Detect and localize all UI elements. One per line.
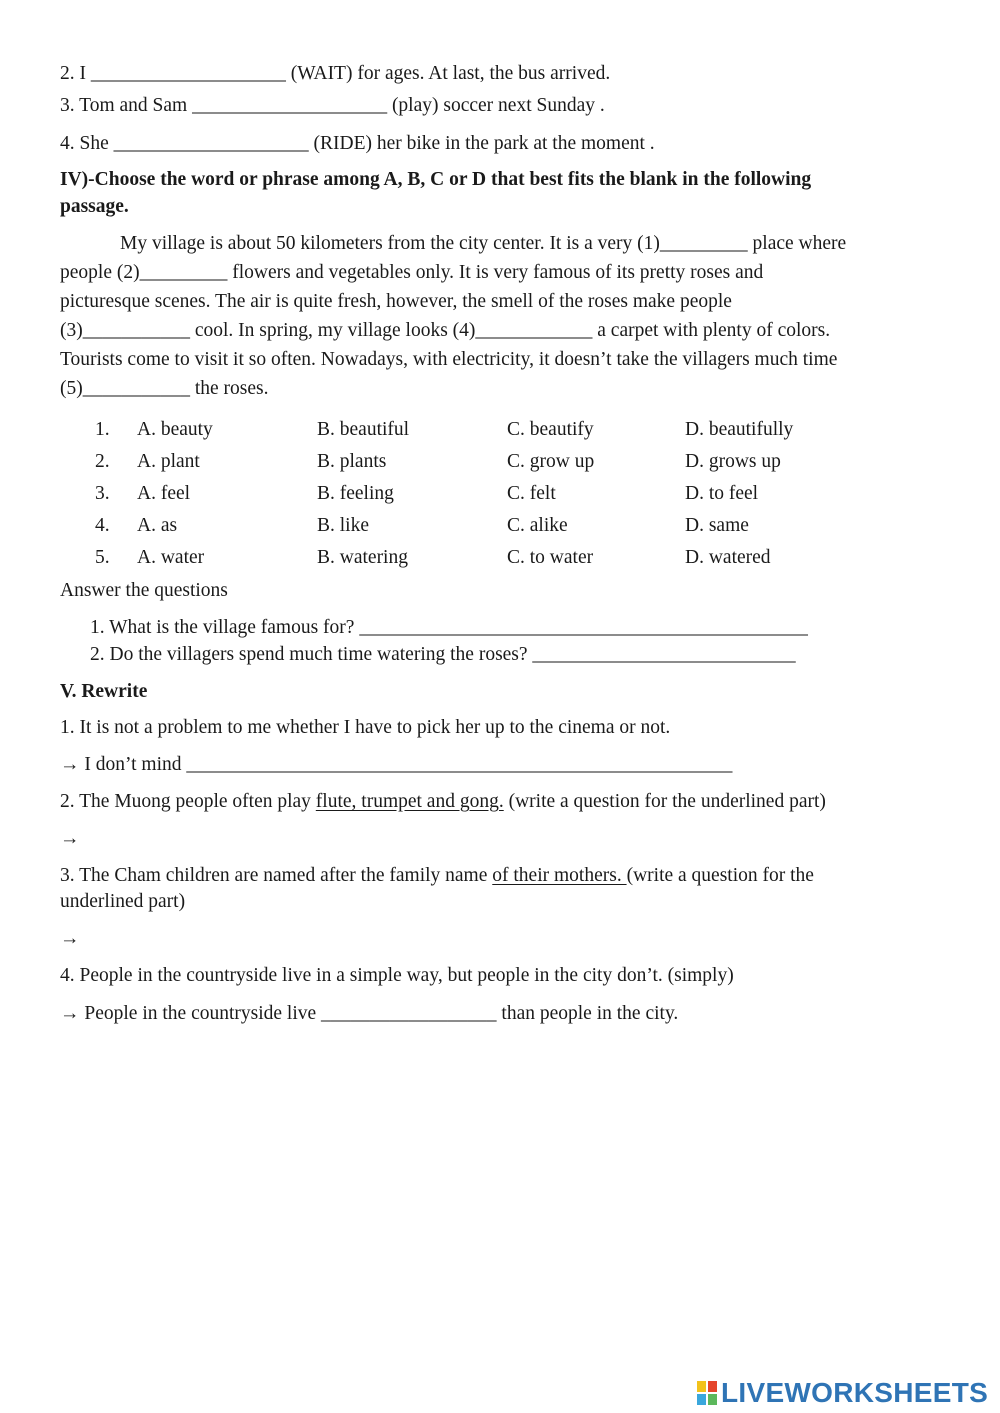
section-4-heading: IV)-Choose the word or phrase among A, B, C or D that best fits the blank in the following (60, 169, 812, 190)
rewrite-3-underlined-part: of their mothers. (492, 865, 627, 886)
option-d[interactable]: D. beautifully (685, 419, 794, 440)
rewrite-2-text: 2. The Muong people often play (60, 791, 316, 812)
rewrite-3-instruction: (write a question for the (626, 865, 814, 886)
rewrite-3-prompt (60, 864, 814, 888)
passage-line: people (2)_________ flowers and vegetables only. It is very famous of its pretty roses and (60, 262, 764, 283)
rewrite-1-answer: → I don’t mind ________________________________________________________ (60, 754, 733, 775)
option-c[interactable]: C. grow up (507, 451, 595, 472)
rewrite-3-prompt-cont: underlined part) (60, 891, 186, 912)
comprehension-question-1: 1. What is the village famous for? ______________________________________________ (90, 617, 808, 638)
logo-mark-icon (697, 1381, 717, 1405)
passage-line: picturesque scenes. The air is quite fresh, however, the smell of the roses make people (60, 291, 732, 312)
grammar-question-3: 3. Tom and Sam ____________________ (play) soccer next Sunday . (60, 95, 605, 116)
option-number: 3. (95, 483, 110, 504)
passage-line: My village is about 50 kilometers from the city center. It is a very (1)_________ place where (120, 233, 847, 254)
logo-text: LIVEWORKSHEETS (721, 1377, 989, 1408)
option-d[interactable]: D. grows up (685, 451, 781, 472)
rewrite-2-instruction: (write a question for the underlined part) (503, 791, 826, 812)
option-b[interactable]: B. like (317, 515, 369, 536)
section-5-heading: V. Rewrite (60, 681, 148, 702)
option-a[interactable]: A. water (137, 547, 205, 568)
grammar-question-4: 4. She ____________________ (RIDE) her bike in the park at the moment . (60, 133, 655, 154)
option-c[interactable]: C. felt (507, 483, 556, 504)
option-b[interactable]: B. feeling (317, 483, 394, 504)
option-b[interactable]: B. beautiful (317, 419, 410, 440)
rewrite-2-underlined-part: flute, trumpet and gong. (315, 791, 504, 812)
option-number: 2. (95, 451, 110, 472)
logo-block-4 (708, 1394, 717, 1405)
rewrite-4-prompt: 4. People in the countryside live in a simple way, but people in the city don’t. (simply) (60, 965, 734, 986)
option-a[interactable]: A. as (137, 515, 178, 536)
passage-line: (5)___________ the roses. (60, 378, 269, 399)
option-b[interactable]: B. watering (317, 547, 408, 568)
passage-line: Tourists come to visit it so often. Nowadays, with electricity, it doesn’t take the villagers much time (60, 349, 838, 370)
option-c[interactable]: C. alike (507, 515, 568, 536)
logo-block-3 (697, 1394, 706, 1405)
grammar-question-2: 2. I ____________________ (WAIT) for ages. At last, the bus arrived. (60, 63, 611, 84)
option-d[interactable]: D. same (685, 515, 749, 536)
option-b[interactable]: B. plants (317, 451, 387, 472)
rewrite-1-prompt: 1. It is not a problem to me whether I have to pick her up to the cinema or not. (60, 717, 671, 738)
rewrite-4-answer: → People in the countryside live __________________ than people in the city. (60, 1003, 679, 1024)
section-4-heading-cont: passage. (60, 196, 129, 217)
logo-block-2 (708, 1381, 717, 1392)
option-a[interactable]: A. plant (137, 451, 200, 472)
option-number: 1. (95, 419, 110, 440)
option-a[interactable]: A. beauty (137, 419, 213, 440)
liveworksheets-logo[interactable] (697, 1378, 988, 1408)
option-c[interactable]: C. to water (507, 547, 594, 568)
option-d[interactable]: D. watered (685, 547, 771, 568)
option-d[interactable]: D. to feel (685, 483, 759, 504)
rewrite-3-text: 3. The Cham children are named after the family name (60, 865, 493, 886)
answer-questions-heading: Answer the questions (60, 580, 228, 601)
rewrite-2-prompt (60, 790, 826, 814)
passage-line: (3)___________ cool. In spring, my village looks (4)____________ a carpet with plenty of colors. (60, 320, 831, 341)
logo-block-1 (697, 1381, 706, 1392)
option-c[interactable]: C. beautify (507, 419, 594, 440)
rewrite-3-answer-arrow: → (60, 928, 80, 949)
reading-passage (60, 229, 940, 403)
option-number: 5. (95, 547, 110, 568)
option-a[interactable]: A. feel (137, 483, 191, 504)
rewrite-2-answer-arrow: → (60, 828, 80, 849)
comprehension-question-2: 2. Do the villagers spend much time watering the roses? ___________________________ (90, 644, 796, 665)
option-number: 4. (95, 515, 110, 536)
